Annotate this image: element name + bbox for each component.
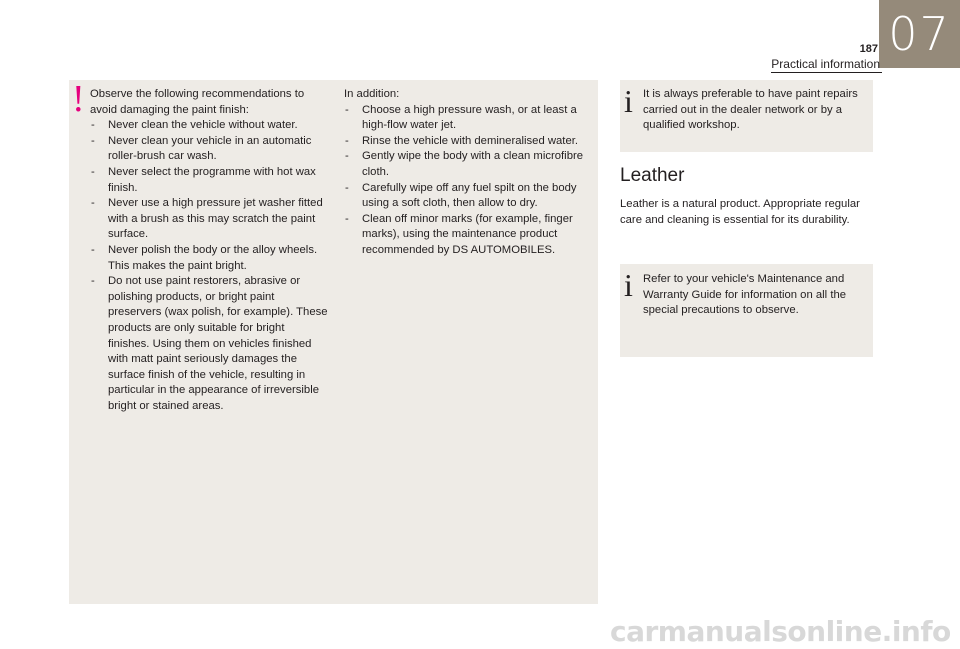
leather-text: Leather is a natural product. Appropriate regular care and cleaning is essential for its durability.: [620, 198, 860, 226]
list-item: - Never polish the body or the alloy wheels. This makes the paint bright.: [90, 243, 328, 274]
warning-intro: Observe the following recommendations to avoid damaging the paint finish:: [90, 88, 305, 116]
list-item: - Rinse the vehicle with demineralised water.: [344, 134, 594, 150]
list-item: - Do not use paint restorers, abrasive or polishing products, or bright paint preservers (wax polish, for example). These products are only suitable for bright finishes. Using them on vehicles finished with matt paint seriously damages the surface finish of the vehicle, resulting in particular in the appearance of irreversible bright or stained areas.: [90, 274, 328, 414]
list-item: - Carefully wipe off any fuel spilt on the body using a soft cloth, then allow to dry.: [344, 181, 594, 212]
chapter-number-tab: 07: [879, 0, 960, 68]
warning-icon: !: [72, 78, 85, 120]
info-text-paint-repairs: It is always preferable to have paint repairs carried out in the dealer network or by a qualified workshop.: [643, 88, 858, 132]
page-number: 187: [859, 43, 878, 55]
leather-heading: Leather: [620, 165, 685, 186]
watermark: carmanualsonline.info: [610, 615, 951, 648]
list-item: - Gently wipe the body with a clean microfibre cloth.: [344, 149, 594, 180]
addition-list: [344, 103, 594, 259]
list-item: - Choose a high pressure wash, or at least a high-flow water jet.: [344, 103, 594, 134]
warning-list: [90, 118, 328, 414]
info-icon: i: [624, 267, 633, 303]
list-item: - Never select the programme with hot wax finish.: [90, 165, 328, 196]
section-title: Practical information: [771, 57, 880, 71]
warning-column-left: [90, 87, 328, 414]
addition-intro: In addition:: [344, 88, 400, 100]
list-item: - Never clean the vehicle without water.: [90, 118, 328, 134]
list-item: - Clean off minor marks (for example, finger marks), using the maintenance product recommended by DS AUTOMOBILES.: [344, 212, 594, 259]
info-text-leather: Refer to your vehicle's Maintenance and Warranty Guide for information on all the special precautions to observe.: [643, 273, 847, 317]
list-item: - Never use a high pressure jet washer fitted with a brush as this may scratch the paint surface.: [90, 196, 328, 243]
warning-column-right: [344, 87, 594, 259]
info-icon: i: [624, 83, 633, 119]
list-item: - Never clean your vehicle in an automatic roller-brush car wash.: [90, 134, 328, 165]
